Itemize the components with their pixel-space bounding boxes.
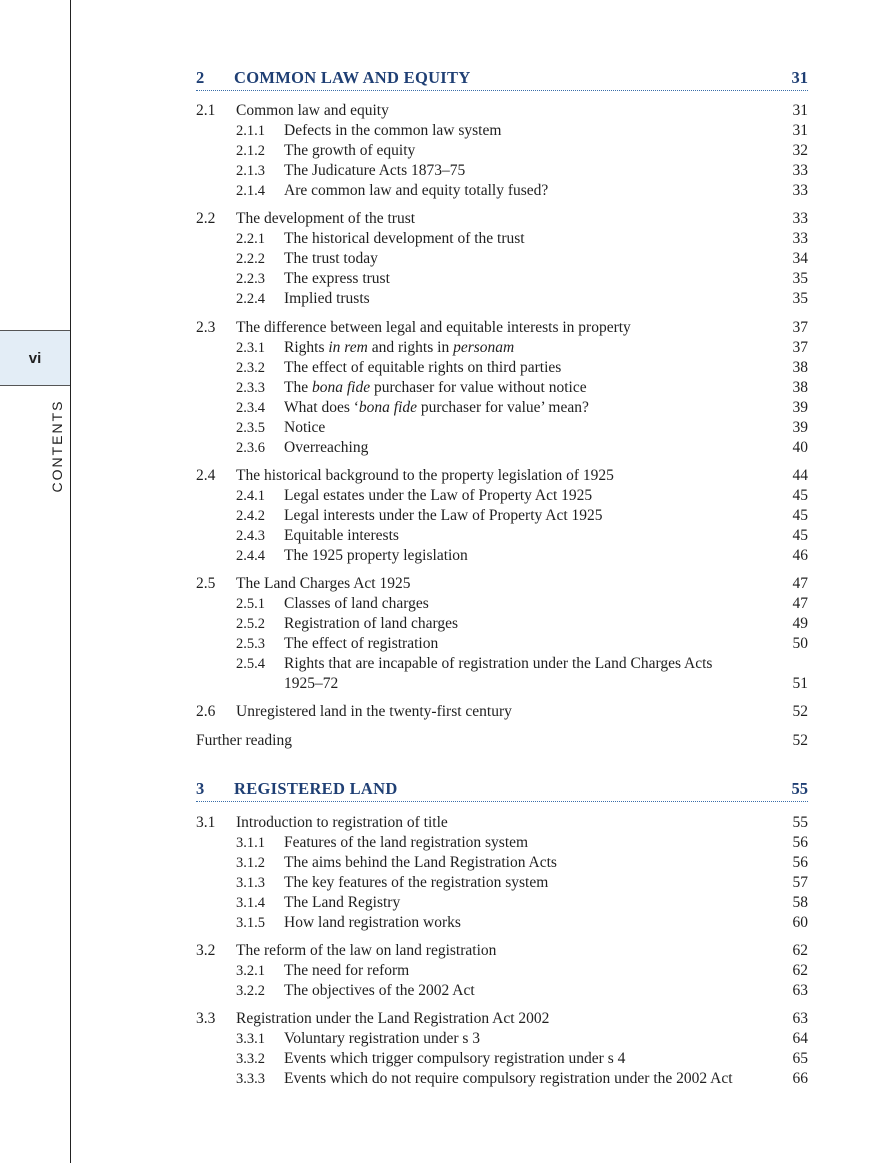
entry-title: Equitable interests (284, 527, 399, 544)
entry-number: 3.1 (196, 814, 216, 831)
entry-number: 2.3.4 (236, 400, 265, 416)
toc-entry[interactable] (196, 318, 808, 338)
entry-title: Introduction to registration of title (236, 814, 448, 831)
entry-page: 51 (792, 675, 808, 692)
entry-title: The difference between legal and equitable interests in property (236, 319, 631, 336)
toc-entry[interactable] (196, 338, 808, 358)
entry-number: 2.4.4 (236, 548, 265, 564)
toc-entry[interactable] (196, 981, 808, 1001)
chapter-title: COMMON LAW AND EQUITY (234, 68, 471, 87)
entry-page: 66 (792, 1070, 808, 1087)
page-number: vi (28, 349, 42, 367)
entry-page: 47 (792, 595, 808, 612)
entry-title: The historical background to the property legislation of 1925 (236, 467, 614, 484)
toc-entry[interactable] (196, 1069, 808, 1089)
entry-number: 3.2.1 (236, 963, 265, 979)
chapter-number: 2 (196, 68, 205, 87)
toc-entry[interactable] (196, 269, 808, 289)
entry-title: The 1925 property legislation (284, 547, 468, 564)
entry-page: 63 (792, 982, 808, 999)
entry-title: Registration of land charges (284, 615, 459, 632)
entry-title: Are common law and equity totally fused? (284, 182, 549, 199)
toc-entry[interactable] (196, 101, 808, 121)
toc-entry[interactable] (196, 634, 808, 654)
entry-title-line2: 1925–72 (284, 675, 339, 692)
entry-number: 3.1.4 (236, 895, 265, 911)
entry-page: 35 (792, 290, 808, 307)
entry-number: 2.5.3 (236, 636, 265, 652)
entry-number: 3.3 (196, 1010, 216, 1027)
entry-page: 56 (792, 854, 808, 871)
toc-entry[interactable] (196, 853, 808, 873)
toc-entry[interactable] (196, 1029, 808, 1049)
toc-entry[interactable] (196, 833, 808, 853)
entry-page: 63 (792, 1010, 808, 1027)
entry-number: 3.3.1 (236, 1031, 265, 1047)
entry-page: 49 (792, 615, 808, 632)
entry-page: 50 (792, 635, 808, 652)
entry-title: Events which do not require compulsory registration under the 2002 Act (284, 1070, 733, 1087)
toc-entry[interactable] (196, 438, 808, 458)
entry-page: 40 (792, 439, 808, 456)
entry-title: The effect of registration (284, 635, 439, 652)
toc-entry[interactable] (196, 813, 808, 833)
entry-number: 2.4.3 (236, 528, 265, 544)
toc-entry[interactable] (196, 418, 808, 438)
entry-title: Legal interests under the Law of Property Act 1925 (284, 507, 603, 524)
toc-entry[interactable] (196, 526, 808, 546)
entry-title: What does ‘bona fide purchaser for value’ mean? (284, 399, 589, 416)
entry-page: 56 (792, 834, 808, 851)
entry-number: 2.2.4 (236, 291, 265, 307)
entry-page: 64 (792, 1030, 808, 1047)
toc-entry[interactable] (196, 893, 808, 913)
entry-page: 52 (792, 703, 808, 720)
entry-number: 2.2 (196, 210, 216, 227)
entry-number: 3.1.5 (236, 915, 265, 931)
entry-title: Defects in the common law system (284, 122, 502, 139)
entry-page: 60 (792, 914, 808, 931)
entry-page: 33 (792, 210, 808, 227)
entry-number: 3.1.1 (236, 835, 265, 851)
entry-number: 2.5.2 (236, 616, 265, 632)
entry-title: The development of the trust (236, 210, 416, 227)
entry-title: The historical development of the trust (284, 230, 525, 247)
chapter-number: 3 (196, 779, 205, 798)
entry-number: 2.2.3 (236, 271, 265, 287)
entry-title: Registration under the Land Registration Act 2002 (236, 1010, 550, 1027)
toc-entry[interactable] (196, 486, 808, 506)
entry-number: 3.2 (196, 942, 216, 959)
entry-title: Voluntary registration under s 3 (284, 1030, 481, 1047)
entry-number: 2.3.2 (236, 360, 265, 376)
entry-page: 33 (792, 230, 808, 247)
entry-page: 58 (792, 894, 808, 911)
entry-title: How land registration works (284, 914, 461, 931)
entry-page: 45 (792, 487, 808, 504)
entry-title: The need for reform (284, 962, 410, 979)
entry-number: 2.3.6 (236, 440, 265, 456)
entry-page: 37 (792, 339, 808, 356)
entry-page: 31 (792, 102, 808, 119)
entry-page: 47 (792, 575, 808, 592)
entry-title: The growth of equity (284, 142, 416, 159)
entry-page: 38 (792, 379, 808, 396)
entry-page: 55 (792, 814, 808, 831)
entry-page: 34 (792, 250, 808, 267)
toc-entry[interactable] (196, 941, 808, 961)
entry-page: 57 (792, 874, 808, 891)
entry-number: 3.1.3 (236, 875, 265, 891)
entry-number: 2.6 (196, 703, 216, 720)
toc-entry[interactable] (196, 506, 808, 526)
toc-entry[interactable] (196, 1049, 808, 1069)
entry-title: The Judicature Acts 1873–75 (284, 162, 466, 179)
entry-number: 2.1.2 (236, 143, 265, 159)
entry-page: 39 (792, 399, 808, 416)
entry-page: 38 (792, 359, 808, 376)
entry-number: 3.3.2 (236, 1051, 265, 1067)
toc-entry[interactable] (196, 209, 808, 229)
entry-title: The key features of the registration system (284, 874, 549, 891)
chapter-heading[interactable] (196, 779, 808, 802)
toc-entry[interactable] (196, 229, 808, 249)
entry-title: Overreaching (284, 439, 369, 456)
entry-title: The effect of equitable rights on third parties (284, 359, 562, 376)
entry-number: 2.5.4 (236, 656, 265, 672)
entry-number: 2.1.1 (236, 123, 265, 139)
toc-entry[interactable] (196, 654, 808, 674)
entry-number: 3.1.2 (236, 855, 265, 871)
entry-number: 2.2.2 (236, 251, 265, 267)
entry-title: The express trust (284, 270, 390, 287)
toc-entry[interactable] (196, 141, 808, 161)
entry-page: 37 (792, 319, 808, 336)
entry-title: Legal estates under the Law of Property Act 1925 (284, 487, 593, 504)
toc-entry[interactable] (196, 1009, 808, 1029)
entry-number: 2.3 (196, 319, 216, 336)
toc-entry[interactable] (196, 181, 808, 201)
toc-entry[interactable] (196, 961, 808, 981)
entry-number: 2.1.3 (236, 163, 265, 179)
entry-title: The reform of the law on land registration (236, 942, 497, 959)
toc-entry[interactable] (196, 289, 808, 309)
entry-page: 45 (792, 507, 808, 524)
toc-entry[interactable] (196, 913, 808, 933)
entry-title: The trust today (284, 250, 378, 267)
entry-title: The objectives of the 2002 Act (284, 982, 475, 999)
entry-number: 2.4.2 (236, 508, 265, 524)
entry-page: 65 (792, 1050, 808, 1067)
entry-number: 2.1.4 (236, 183, 265, 199)
toc-entry[interactable] (196, 161, 808, 181)
toc-entry[interactable] (196, 702, 808, 722)
entry-page: 45 (792, 527, 808, 544)
entry-title: Classes of land charges (284, 595, 429, 612)
section-label: CONTENTS (49, 399, 65, 493)
page-number-tab (0, 330, 70, 386)
entry-number: 2.4.1 (236, 488, 265, 504)
toc-entry-continuation[interactable] (196, 674, 808, 694)
toc-entry[interactable] (196, 546, 808, 566)
entry-number: 2.1 (196, 102, 216, 119)
entry-title: The Land Registry (284, 894, 401, 911)
toc-entry[interactable] (196, 249, 808, 269)
toc-entry[interactable] (196, 873, 808, 893)
toc-entry[interactable] (196, 398, 808, 418)
entry-number: 2.3.3 (236, 380, 265, 396)
entry-title: Events which trigger compulsory registration under s 4 (284, 1050, 626, 1067)
entry-title: Notice (284, 419, 326, 436)
entry-page: 39 (792, 419, 808, 436)
entry-page: 33 (792, 162, 808, 179)
toc-entry[interactable] (196, 594, 808, 614)
entry-title: Common law and equity (236, 102, 389, 119)
entry-number: 2.2.1 (236, 231, 265, 247)
chapter-heading[interactable] (196, 68, 808, 91)
entry-title: Unregistered land in the twenty-first century (236, 703, 512, 720)
entry-number: 2.3.1 (236, 340, 265, 356)
toc-entry[interactable] (196, 378, 808, 398)
entry-number: 3.3.3 (236, 1071, 265, 1087)
entry-page: 52 (792, 732, 808, 749)
toc-entry[interactable] (196, 358, 808, 378)
chapter-page: 31 (791, 68, 808, 87)
entry-page: 35 (792, 270, 808, 287)
entry-title: Rights that are incapable of registration under the Land Charges Acts (284, 655, 713, 672)
toc-entry[interactable] (196, 121, 808, 141)
entry-page: 32 (792, 142, 808, 159)
entry-number: 2.4 (196, 467, 216, 484)
entry-page: 44 (792, 467, 808, 484)
entry-page: 33 (792, 182, 808, 199)
entry-number: 2.5.1 (236, 596, 265, 612)
entry-number: 2.3.5 (236, 420, 265, 436)
entry-title: Further reading (196, 732, 292, 749)
chapter-title: REGISTERED LAND (234, 779, 398, 798)
entry-page: 46 (792, 547, 808, 564)
toc-entry[interactable] (196, 574, 808, 594)
entry-page: 62 (792, 962, 808, 979)
entry-title: The aims behind the Land Registration Acts (284, 854, 557, 871)
entry-title: Implied trusts (284, 290, 370, 307)
chapter-page: 55 (791, 779, 808, 798)
toc-entry-further-reading[interactable] (196, 731, 808, 751)
toc-entry[interactable] (196, 466, 808, 486)
entry-title: The Land Charges Act 1925 (236, 575, 411, 592)
entry-title: The bona fide purchaser for value without notice (284, 379, 587, 396)
entry-title: Features of the land registration system (284, 834, 529, 851)
entry-number: 2.5 (196, 575, 216, 592)
entry-page: 31 (792, 122, 808, 139)
vertical-rule (70, 0, 71, 1163)
toc-entry[interactable] (196, 614, 808, 634)
entry-number: 3.2.2 (236, 983, 265, 999)
entry-page: 62 (792, 942, 808, 959)
entry-title: Rights in rem and rights in personam (284, 339, 515, 356)
